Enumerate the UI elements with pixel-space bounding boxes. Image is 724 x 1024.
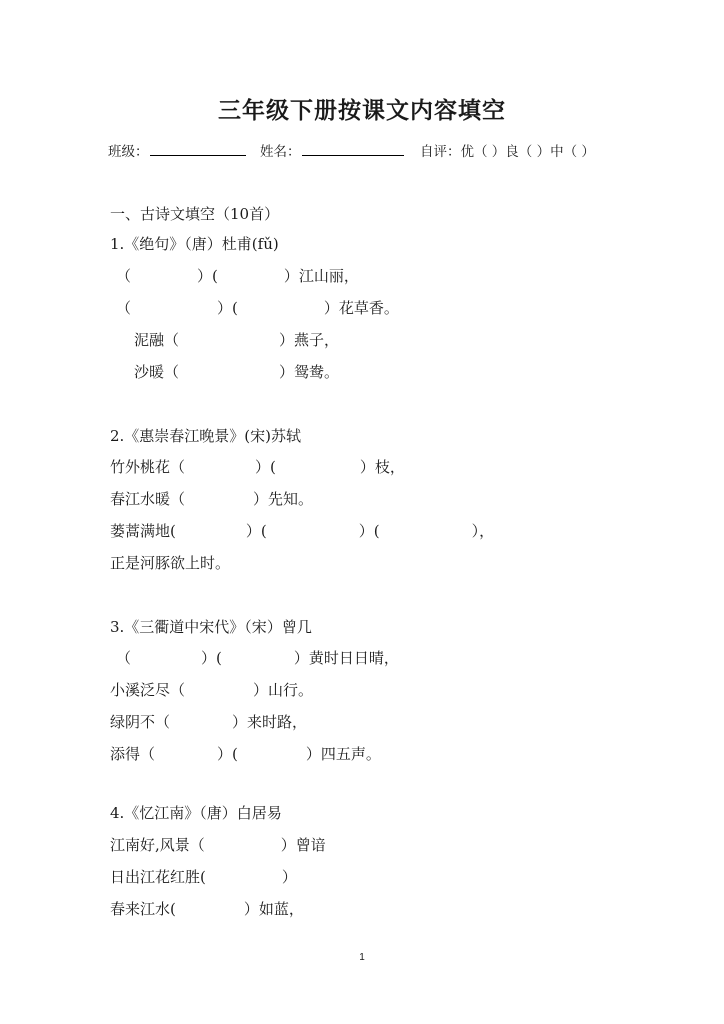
poem-line — [110, 521, 494, 541]
line-text: ）四五声。 — [305, 745, 381, 763]
line-text: ）， — [471, 522, 495, 540]
line-text: ）黄时日日晴， — [293, 649, 399, 667]
class-label: 班级： — [108, 144, 149, 160]
line-text: ）鸳鸯。 — [279, 363, 340, 381]
line-text: 蒌蒿满地( — [110, 522, 176, 540]
class-blank[interactable] — [150, 155, 246, 156]
poem-line — [116, 648, 399, 668]
line-text: 正是河豚欲上时。 — [110, 554, 231, 572]
line-text: ）( — [255, 458, 276, 476]
line-text: 日出江花红胜( — [110, 868, 206, 886]
poem-line — [110, 489, 313, 509]
poem-line — [110, 835, 326, 855]
poem-heading: 1.《绝句》（唐）杜甫(fǔ) — [110, 235, 279, 253]
poem-line — [110, 680, 313, 700]
poem-line — [110, 744, 381, 764]
poem-line — [110, 553, 230, 573]
line-text: ）( — [217, 299, 238, 317]
line-text: ）( — [201, 649, 222, 667]
line-text: ）( — [197, 267, 218, 285]
poem-heading: 4.《忆江南》（唐）白居易 — [110, 804, 282, 822]
line-text: ） — [281, 868, 297, 886]
document-title: 三年级下册按课文内容填空 — [218, 98, 506, 124]
line-text: ）( — [245, 522, 267, 540]
line-text: ）先知。 — [253, 490, 314, 508]
line-text: ）花草香。 — [323, 299, 399, 317]
name-label: 姓名： — [260, 144, 301, 160]
line-text: ）山行。 — [253, 681, 314, 699]
name-blank[interactable] — [302, 155, 404, 156]
line-text: ）江山丽， — [283, 267, 359, 285]
line-text: 竹外桃花（ — [110, 458, 186, 476]
line-text: （ — [116, 299, 132, 317]
poem-line — [134, 362, 339, 382]
line-text: ）( — [358, 522, 380, 540]
poem-line — [116, 298, 399, 318]
line-text: ）如蓝， — [243, 900, 304, 918]
self-evaluation: 自评：优（ ）良（ ）中（ ） — [420, 144, 595, 160]
line-text: （ — [116, 649, 132, 667]
line-text: ）枝， — [359, 458, 405, 476]
line-text: 江南好,风景（ — [110, 836, 205, 854]
line-text: 春江水暖（ — [110, 490, 186, 508]
poem-line — [110, 899, 304, 919]
line-text: 添得（ — [110, 745, 156, 763]
poem-line — [134, 330, 339, 350]
line-text: 春来江水( — [110, 900, 176, 918]
poem-line — [116, 266, 359, 286]
line-text: ）( — [217, 745, 238, 763]
line-text: 泥融（ — [134, 331, 180, 349]
line-text: 绿阴不（ — [110, 713, 171, 731]
line-text: ）曾谙 — [280, 836, 326, 854]
poem-heading: 2.《惠崇春江晚景》(宋)苏轼 — [110, 427, 302, 445]
line-text: ）来时路， — [232, 713, 308, 731]
line-text: （ — [116, 267, 132, 285]
poem-heading: 3.《三衢道中宋代》（宋）曾几 — [110, 618, 312, 636]
page-number: 1 — [359, 952, 365, 963]
line-text: ）燕子， — [279, 331, 340, 349]
poem-line — [110, 712, 307, 732]
poem-line — [110, 867, 297, 887]
section-heading: 一、古诗文填空（10首） — [110, 205, 280, 223]
line-text: 小溪泛尽（ — [110, 681, 186, 699]
line-text: 沙暖（ — [134, 363, 180, 381]
poem-line — [110, 457, 405, 477]
